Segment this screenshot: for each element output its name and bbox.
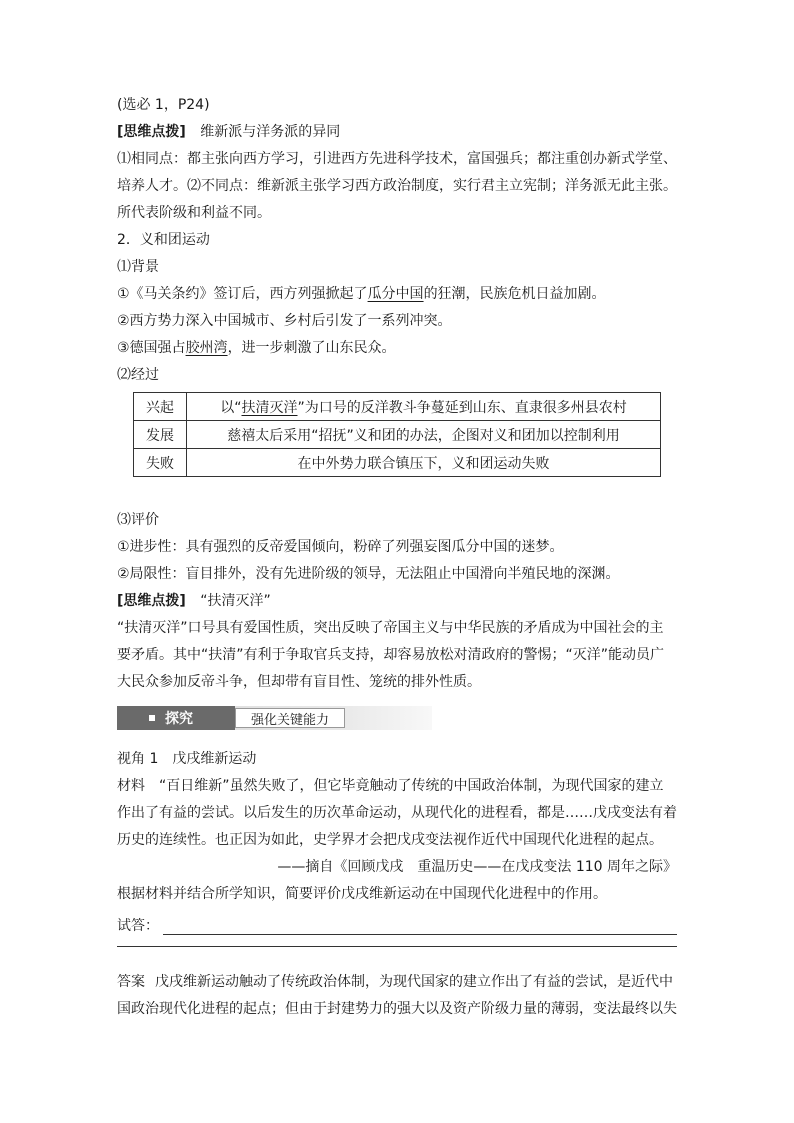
answer-input-line-2[interactable] xyxy=(117,945,677,947)
inquiry-angle: 视角 1 戊戌维新运动 xyxy=(117,751,257,767)
answer-input-line[interactable] xyxy=(163,916,677,935)
table-row xyxy=(134,393,661,421)
tip-body: ⑴相同点：都主张向西方学习，引进西方先进科学技术，富国强兵；都注重创办新式学堂、培养人才。⑵不同点：维新派主张学习西方政治制度，实行君主立宪制；洋务派无此主张。所代表阶级和利益不同。 xyxy=(117,151,677,221)
table-cell-stage: 失败 xyxy=(134,449,187,477)
table-row xyxy=(134,421,661,449)
desc-text-b: ”为口号的反洋教斗争蔓延到山东、直隶很多州县农村 xyxy=(297,399,627,416)
tip-label-2: [思维点拨] xyxy=(117,593,186,609)
table-cell-stage: 发展 xyxy=(134,421,187,449)
background-item-1-text-b: 的狂潮，民族危机日益加剧。 xyxy=(423,286,606,302)
source-reference: (选必 1，P24) xyxy=(117,97,210,113)
table-cell-stage: 兴起 xyxy=(134,393,187,421)
answer-block xyxy=(117,969,677,1023)
square-bullet-icon xyxy=(149,715,155,721)
section-heading: 2．义和团运动 xyxy=(117,232,210,248)
banner-light-segment: 强化关键能力 xyxy=(235,708,345,728)
material-label: 材料 xyxy=(117,778,145,794)
tip-title-2: “扶清灭洋” xyxy=(200,593,271,609)
desc-key: 扶清灭洋 xyxy=(241,399,298,416)
tip-title: 维新派与洋务派的异同 xyxy=(200,124,341,140)
table-cell-desc xyxy=(187,393,661,421)
material-text: “百日维新”虽然失败了，但它毕竟触动了传统的中国政治体制，为现代国家的建立作出了有益的尝试。以后发生的历次革命运动，从现代化的进程看，都是……戊戌变法有着历史的连续性。也正因为如此，史学界才会把戊戌变法视作近代中国现代化进程的起点。 xyxy=(117,778,677,848)
background-item-2: ②西方势力深入中国城市、乡村后引发了一系列冲突。 xyxy=(117,313,452,329)
evaluation-title: ⑶评价 xyxy=(117,512,159,528)
background-item-3-text-b: ，进一步刺激了山东民众。 xyxy=(227,340,396,356)
inquiry-material xyxy=(117,773,677,854)
tip-label: [思维点拨] xyxy=(117,124,186,140)
background-item-1 xyxy=(117,281,677,308)
tip-header xyxy=(117,119,677,146)
inquiry-question: 根据材料并结合所学知识，简要评价戊戌维新运动在中国现代化进程中的作用。 xyxy=(117,886,607,902)
answer-prompt-label: 试答： xyxy=(117,918,159,934)
evaluation-limitation: ②局限性：盲目排外，没有先进阶级的领导，无法阻止中国滑向半殖民地的深渊。 xyxy=(117,566,620,582)
table-cell-desc: 慈禧太后采用“招抚”义和团的办法，企图对义和团加以控制利用 xyxy=(187,421,661,449)
background-item-3-text-a: ③德国强占 xyxy=(117,340,186,356)
inquiry-section-banner xyxy=(117,706,432,730)
tip-header-2 xyxy=(117,588,677,615)
document-page xyxy=(117,92,677,1023)
tip-body-2: “扶清灭洋”口号具有爱国性质，突出反映了帝国主义与中华民族的矛盾成为中国社会的主要矛盾。其中“扶清”有利于争取官兵支持，却容易放松对清政府的警惕；“灭洋”能动员广大民众参加反帝斗争，但却带有盲目性、笼统的排外性质。 xyxy=(117,620,665,690)
answer-prompt-row xyxy=(117,908,677,935)
material-citation: ——摘自《回顾戊戌 重温历史——在戊戌变法 110 周年之际》 xyxy=(277,859,677,875)
desc-text-a: 以“ xyxy=(220,399,242,416)
evaluation-progressive: ①进步性：具有强烈的反帝爱国倾向，粉碎了列强妄图瓜分中国的迷梦。 xyxy=(117,539,564,555)
process-table xyxy=(133,392,661,477)
process-title: ⑵经过 xyxy=(117,367,159,383)
banner-dark-label: 探究 xyxy=(165,711,193,727)
background-item-1-key: 瓜分中国 xyxy=(367,286,424,302)
answer-label: 答案 xyxy=(117,974,145,990)
table-cell-desc: 在中外势力联合镇压下，义和团运动失败 xyxy=(187,449,661,477)
background-title: ⑴背景 xyxy=(117,259,159,275)
background-item-1-text-a: ①《马关条约》签订后，西方列强掀起了 xyxy=(117,286,368,302)
banner-dark-segment xyxy=(117,706,235,730)
background-item-3-key: 胶州湾 xyxy=(185,340,228,356)
table-row xyxy=(134,449,661,477)
background-item-3 xyxy=(117,335,677,362)
answer-text: 戊戌维新运动触动了传统政治体制，为现代国家的建立作出了有益的尝试，是近代中国政治现代化进程的起点；但由于封建势力的强大以及资产阶级力量的薄弱，变法最终以失 xyxy=(117,974,677,1017)
